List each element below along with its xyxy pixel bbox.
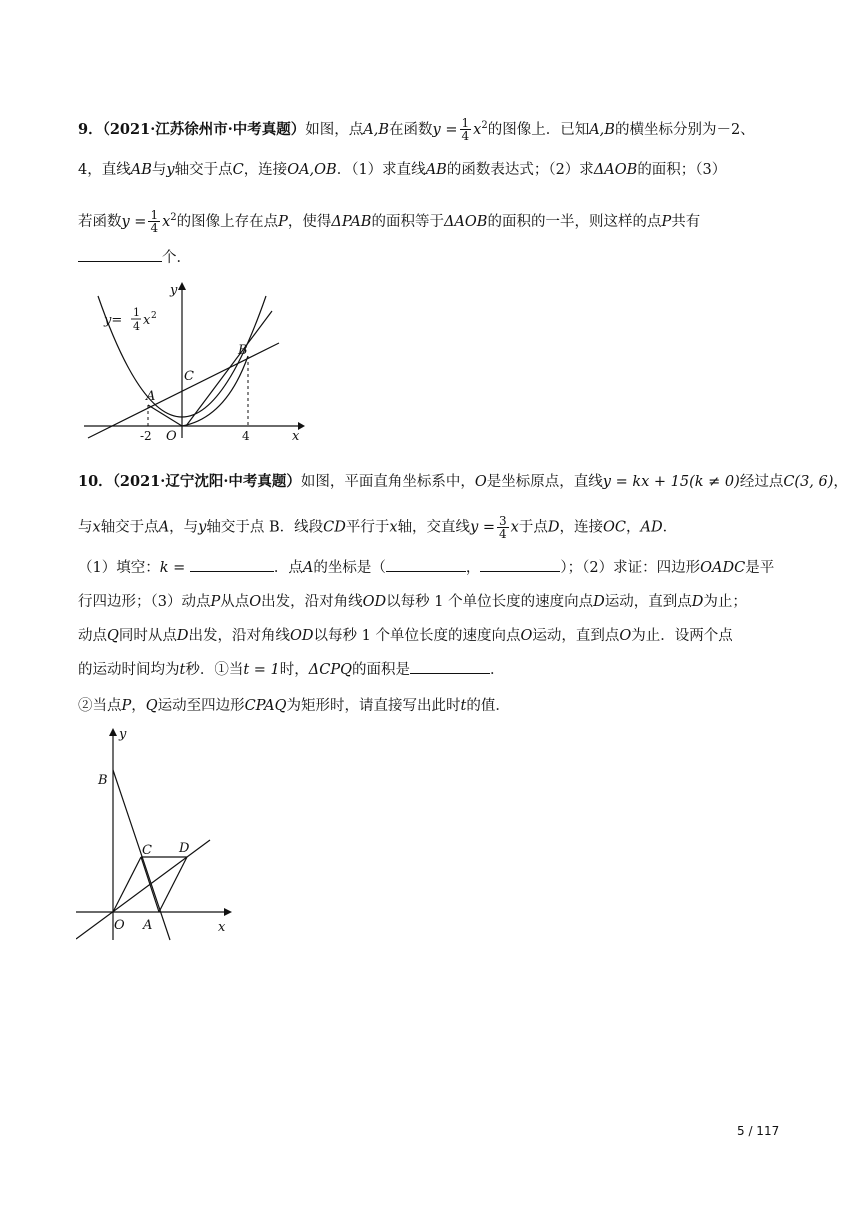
text: = — [168, 560, 190, 576]
text: 4，直线 — [78, 162, 131, 178]
math: AB — [425, 162, 447, 178]
math: y — [198, 519, 207, 536]
line-ab — [88, 343, 279, 438]
math: OA,OB — [287, 162, 337, 178]
text: 动点 — [78, 628, 107, 644]
math: ΔCPQ — [308, 662, 352, 678]
answer-blank-area — [410, 661, 490, 674]
math: x — [510, 519, 519, 536]
math: k — [159, 560, 169, 576]
text: 的面积；（3） — [637, 162, 727, 178]
text: 同时从点 — [118, 628, 177, 644]
math: O — [520, 628, 533, 644]
math: A,B — [589, 121, 615, 138]
text: ．（1）求直线 — [336, 162, 426, 178]
point-a-label: A — [146, 389, 156, 404]
text: ， — [833, 474, 848, 490]
origin-label: O — [114, 918, 125, 933]
text: 行四边形；（3）动点 — [78, 594, 211, 610]
math: ΔAOB — [593, 162, 638, 178]
math: OC — [602, 519, 626, 536]
q9-line-2 — [78, 160, 726, 180]
segment-oa — [148, 405, 182, 426]
text: 为止； — [703, 594, 747, 610]
text: ，与 — [169, 519, 199, 536]
text: 为矩形时，请直接写出此时 — [286, 698, 461, 714]
text: ． — [662, 519, 678, 536]
point-b-label: B — [238, 343, 248, 358]
exponent: 2 — [170, 212, 177, 223]
math: t — [179, 662, 186, 678]
fraction — [148, 209, 160, 234]
math: C(3, 6) — [783, 474, 834, 490]
text: 的坐标是（ — [313, 560, 386, 576]
text: ， — [131, 698, 146, 714]
q9-source: （2021·江苏徐州市·中考真题） — [102, 120, 306, 138]
equation-label: y= — [104, 313, 123, 328]
origin-label: O — [166, 429, 177, 444]
text: 的值． — [466, 698, 510, 714]
q10-line-7 — [78, 696, 510, 716]
q10-line-2 — [78, 515, 677, 540]
text: ，连接 — [559, 519, 603, 536]
text: 以每秒 1 个单位长度的速度向点 — [386, 594, 594, 610]
text: 的图像上存在点 — [176, 213, 279, 230]
text: 个． — [162, 250, 191, 266]
text: 的面积是 — [351, 662, 410, 678]
text: 运动至四边形 — [157, 698, 245, 714]
text: 轴交于点 — [174, 162, 233, 178]
text: 的面积等于 — [371, 213, 444, 230]
text: ， — [465, 560, 481, 576]
text: ②当点 — [78, 698, 122, 714]
q10-figure — [76, 726, 240, 946]
q10-number: 10． — [78, 473, 113, 490]
text: 轴交于点 B．线段 — [206, 519, 324, 536]
tick-label-neg2: -2 — [140, 429, 152, 443]
math: OD — [362, 594, 387, 610]
text: 平行于 — [345, 519, 390, 536]
math: AD — [640, 519, 663, 536]
x-axis-arrow — [224, 908, 232, 916]
denominator: 4 — [150, 221, 159, 236]
text: ， — [625, 519, 641, 536]
numerator: 3 — [499, 514, 507, 528]
math: y = — [121, 213, 147, 230]
text: 为止．设两个点 — [631, 628, 733, 644]
text: 轴交于点 — [100, 519, 159, 536]
text: 运动，直到点 — [532, 628, 620, 644]
point-d-label: D — [179, 841, 190, 856]
text: 如图，点 — [305, 121, 364, 138]
math: C — [232, 162, 244, 178]
math: x — [389, 519, 398, 536]
text: 运动，直到点 — [604, 594, 692, 610]
point-b-label: B — [98, 773, 108, 788]
text: 共有 — [671, 213, 701, 230]
point-a-label: A — [143, 918, 153, 933]
y-axis-label: y — [119, 727, 127, 742]
math: AB — [130, 162, 152, 178]
math: Q — [107, 628, 119, 644]
text: 时， — [279, 662, 309, 678]
equation-exponent: 2 — [151, 311, 157, 321]
text: ．点 — [273, 560, 303, 576]
fraction — [460, 117, 472, 142]
denominator: 4 — [499, 527, 507, 541]
denominator: 4 — [461, 129, 470, 144]
text: 轴，交直线 — [397, 519, 471, 536]
math: y = — [432, 121, 458, 138]
math: t — [460, 698, 467, 714]
text: 以每秒 1 个单位长度的速度向点 — [313, 628, 521, 644]
math: D — [547, 519, 560, 536]
math: x — [92, 519, 101, 536]
math: y — [166, 162, 175, 178]
text: 如图，平面直角坐标系中， — [300, 474, 475, 490]
text: 的面积的一半，则这样的点 — [487, 213, 662, 230]
math: ΔAOB — [443, 213, 488, 230]
math: D — [691, 594, 704, 610]
q9-line-3 — [78, 208, 700, 234]
math: CPAQ — [244, 698, 287, 714]
q10-source: （2021·辽宁沈阳·中考真题） — [112, 473, 301, 490]
math: P — [121, 698, 132, 714]
text: ，连接 — [243, 162, 288, 178]
answer-blank — [78, 249, 162, 262]
math: O — [619, 628, 632, 644]
text: （1）填空： — [78, 560, 160, 576]
y-axis-arrow — [178, 282, 186, 290]
math: OADC — [700, 560, 746, 576]
math: O — [474, 474, 487, 490]
answer-blank-ax — [386, 559, 466, 572]
text: ）；（2）求证：四边形 — [560, 560, 701, 576]
math: P — [278, 213, 288, 230]
math: D — [593, 594, 605, 610]
equation-numerator: 1 — [133, 306, 140, 319]
q10-line-5 — [78, 626, 733, 646]
x-axis-label: x — [292, 429, 300, 444]
equation-variable: x — [143, 313, 151, 328]
math: Q — [145, 698, 158, 714]
fraction — [497, 515, 509, 540]
x-axis-label: x — [218, 920, 226, 935]
q10-line-3 — [78, 558, 774, 578]
y-axis-arrow — [109, 728, 117, 736]
text: 的函数表达式；（2）求 — [446, 162, 594, 178]
exponent: 2 — [481, 120, 488, 131]
q9-line-4 — [78, 248, 191, 268]
text: 出发，沿对角线 — [188, 628, 291, 644]
text: 是平 — [745, 560, 775, 576]
answer-blank-ay — [480, 559, 560, 572]
q10-line-1 — [78, 472, 848, 492]
text: 经过点 — [739, 474, 784, 490]
math: D — [176, 628, 189, 644]
math: y = kx + 15(k ≠ 0) — [602, 474, 740, 490]
text: 与 — [78, 519, 93, 536]
tick-label-4: 4 — [242, 429, 250, 443]
text: ． — [489, 662, 505, 678]
q9-figure — [76, 278, 306, 448]
math: CD — [323, 519, 346, 536]
numerator: 1 — [150, 208, 159, 223]
math: O — [249, 594, 262, 610]
text: 在函数 — [389, 121, 433, 138]
math: A,B — [363, 121, 390, 138]
text: 与 — [151, 162, 167, 178]
math: P — [210, 594, 221, 610]
text: 秒．①当 — [185, 662, 244, 678]
text: 出发，沿对角线 — [261, 594, 363, 610]
equation-denominator: 4 — [133, 320, 140, 333]
math: P — [661, 213, 672, 230]
q10-line-4 — [78, 592, 747, 612]
text: ，使得 — [287, 213, 332, 230]
text: 于点 — [518, 519, 548, 536]
numerator: 1 — [461, 116, 470, 131]
math: A — [158, 519, 170, 536]
text: 的横坐标分别为－2、 — [614, 121, 755, 138]
answer-blank-k — [190, 559, 274, 572]
math: x — [473, 121, 482, 138]
point-c-label: C — [142, 843, 152, 858]
y-axis-label: y — [170, 283, 178, 298]
math: x — [162, 213, 171, 230]
q10-line-6 — [78, 660, 504, 680]
text: 的运动时间均为 — [78, 662, 180, 678]
segment-ca — [141, 857, 159, 912]
text: 从点 — [220, 594, 250, 610]
text: 若函数 — [78, 213, 122, 230]
math: OD — [290, 628, 314, 644]
line-through-b — [186, 311, 272, 426]
point-c-label: C — [184, 369, 194, 384]
segment-oc — [113, 857, 141, 912]
math: y = — [470, 519, 496, 536]
math: A — [302, 560, 314, 576]
text: 是坐标原点，直线 — [486, 474, 603, 490]
q9-number: 9． — [78, 120, 103, 138]
segment-ad — [159, 857, 187, 912]
math: ΔPAB — [331, 213, 372, 230]
text: 的图像上．已知 — [487, 121, 590, 138]
q9-line-1 — [78, 116, 755, 142]
math: t = 1 — [243, 662, 280, 678]
page-number: 5 / 117 — [737, 1124, 780, 1138]
